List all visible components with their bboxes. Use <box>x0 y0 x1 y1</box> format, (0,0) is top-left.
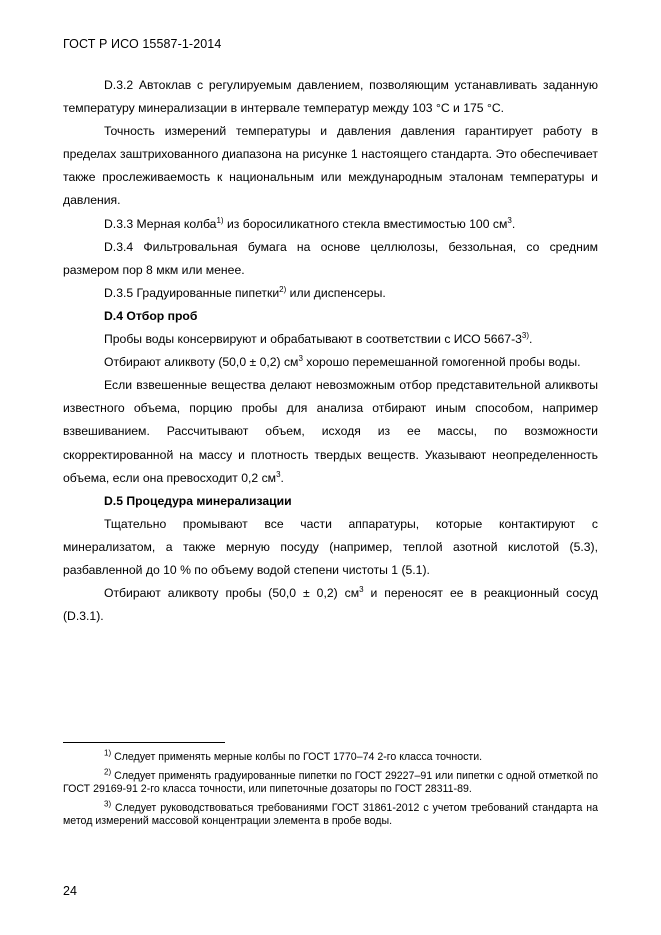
running-header: ГОСТ Р ИСО 15587-1-2014 <box>63 37 222 51</box>
unit-superscript: 3 <box>507 215 512 225</box>
paragraph-suspended-solids-text: Если взвешенные вещества делают невозможным отбор представительной аликвоты известного объема, порцию пробы для анализа отбирают иным способом, например взвешиванием. Рассчитывают объем, исходя из ее массы, по возможности скорректированной на массу и плотность твердых веществ. Указывают неопределенность объема, если она превосходит 0,2 см <box>63 378 598 485</box>
paragraph-d34: D.3.4 Фильтровальная бумага на основе целлюлозы, беззольная, со средним размером пор 8 мкм или менее. <box>63 239 598 277</box>
paragraph-sampling: Пробы воды консервируют и обрабатывают в соответствии с ИСО 5667-3$^{3)}$. <box>104 330 533 347</box>
unit-superscript: 3 <box>298 354 303 364</box>
paragraph-suspended-solids: Если взвешенные вещества делают невозможным отбор представительной аликвоты известного объема, порцию пробы для анализа отбирают иным способом, например взвешиванием. Рассчитывают объем, исходя из ее массы, по возможности скорректированной на массу и плотность твердых веществ. Указывают неопределенность объема, если она превосходит 0,2 $см^3$. <box>63 378 598 485</box>
section-heading-d4: D.4 Отбор проб <box>104 308 198 323</box>
page-number: 24 <box>63 884 77 898</box>
footnote-divider <box>63 742 225 743</box>
footnote-2 <box>63 767 598 797</box>
footnote-mark: 3) <box>104 799 112 809</box>
paragraph-aliquot-tail: хорошо перемешанной гомогенной пробы воды. <box>302 355 581 370</box>
paragraph-d35 <box>63 282 598 305</box>
unit-superscript: 3 <box>276 469 281 479</box>
footnote-ref-3[interactable]: 3) <box>521 330 530 340</box>
footnote-mark: 1) <box>104 748 112 758</box>
paragraph-washing: Тщательно промывают все части аппаратуры, которые контактируют с минерализатом, а также мерную посуду (например, теплой азотной кислотой (5.3), разбавленной до 10 % по объему водой степени чистоты 1 (5.1). <box>63 516 598 577</box>
unit-superscript: 3 <box>359 585 364 594</box>
paragraph-d33-text: D.3.3 Мерная колба <box>104 216 217 231</box>
footnote-1 <box>63 748 598 765</box>
footnote-mark: 2) <box>104 767 112 777</box>
paragraph-aliquot <box>63 351 598 374</box>
paragraph-d33-tail: из боросиликатного стекла вместимостью 100 см <box>223 216 508 231</box>
paragraph-d35-tail: или диспенсеры. <box>286 285 386 300</box>
footnote-text: Следует применять мерные колбы по ГОСТ 1770–74 2-го класса точности. <box>111 751 483 763</box>
footnote-text: Следует применять градуированные пипетки по ГОСТ 29227–91 или пипетки с одной отметкой по ГОСТ 29169-91 2-го класса точности, или пипеточные дозаторы по ГОСТ 28311-89. <box>63 769 598 796</box>
footnote-3 <box>63 799 598 829</box>
paragraph-d35-text: D.3.5 Градуированные пипетки <box>104 285 280 300</box>
paragraph-aliquot-text: Отбирают аликвоту (50,0 ± 0,2) см <box>104 355 299 370</box>
paragraph-accuracy: Точность измерений температуры и давления давления гарантирует работу в пределах заштрихованного диапазона на рисунке 1 настоящего стандарта. Это обеспечивает также прослеживаемость к национальным или международным эталонам температуры и давления. <box>63 124 598 208</box>
footnote-text: Следует руководствоваться требованиями ГОСТ 31861-2012 с учетом требований стандарта на метод измерений массовой концентрации элемента в пробе воды. <box>63 801 598 828</box>
paragraph-transfer <box>63 582 598 628</box>
paragraph-d32: D.3.2 Автоклав с регулируемым давлением, позволяющим устанавливать заданную температуру минерализации в интервале температур между 103 °C и 175 °C. <box>63 78 598 116</box>
paragraph-transfer-tail: и переносят ее в реакционный сосуд (D.3.1). <box>63 586 598 624</box>
body-text <box>63 74 598 628</box>
footnotes <box>63 748 598 834</box>
footnote-ref-1[interactable]: 1) <box>216 215 224 225</box>
paragraph-sampling-text: Пробы воды консервируют и обрабатывают в соответствии с ИСО 5667-3 <box>104 332 522 347</box>
paragraph-transfer-text: Отбирают аликвоту пробы (50,0 ± 0,2) см <box>104 586 360 601</box>
paragraph-d33: D.3.3 Мерная колба$^{1)}$ из боросиликатного стекла вместимостью 100 $см^3$. <box>104 215 516 231</box>
footnote-ref-2[interactable]: 2) <box>279 284 287 294</box>
section-heading-d5: D.5 Процедура минерализации <box>104 493 292 508</box>
